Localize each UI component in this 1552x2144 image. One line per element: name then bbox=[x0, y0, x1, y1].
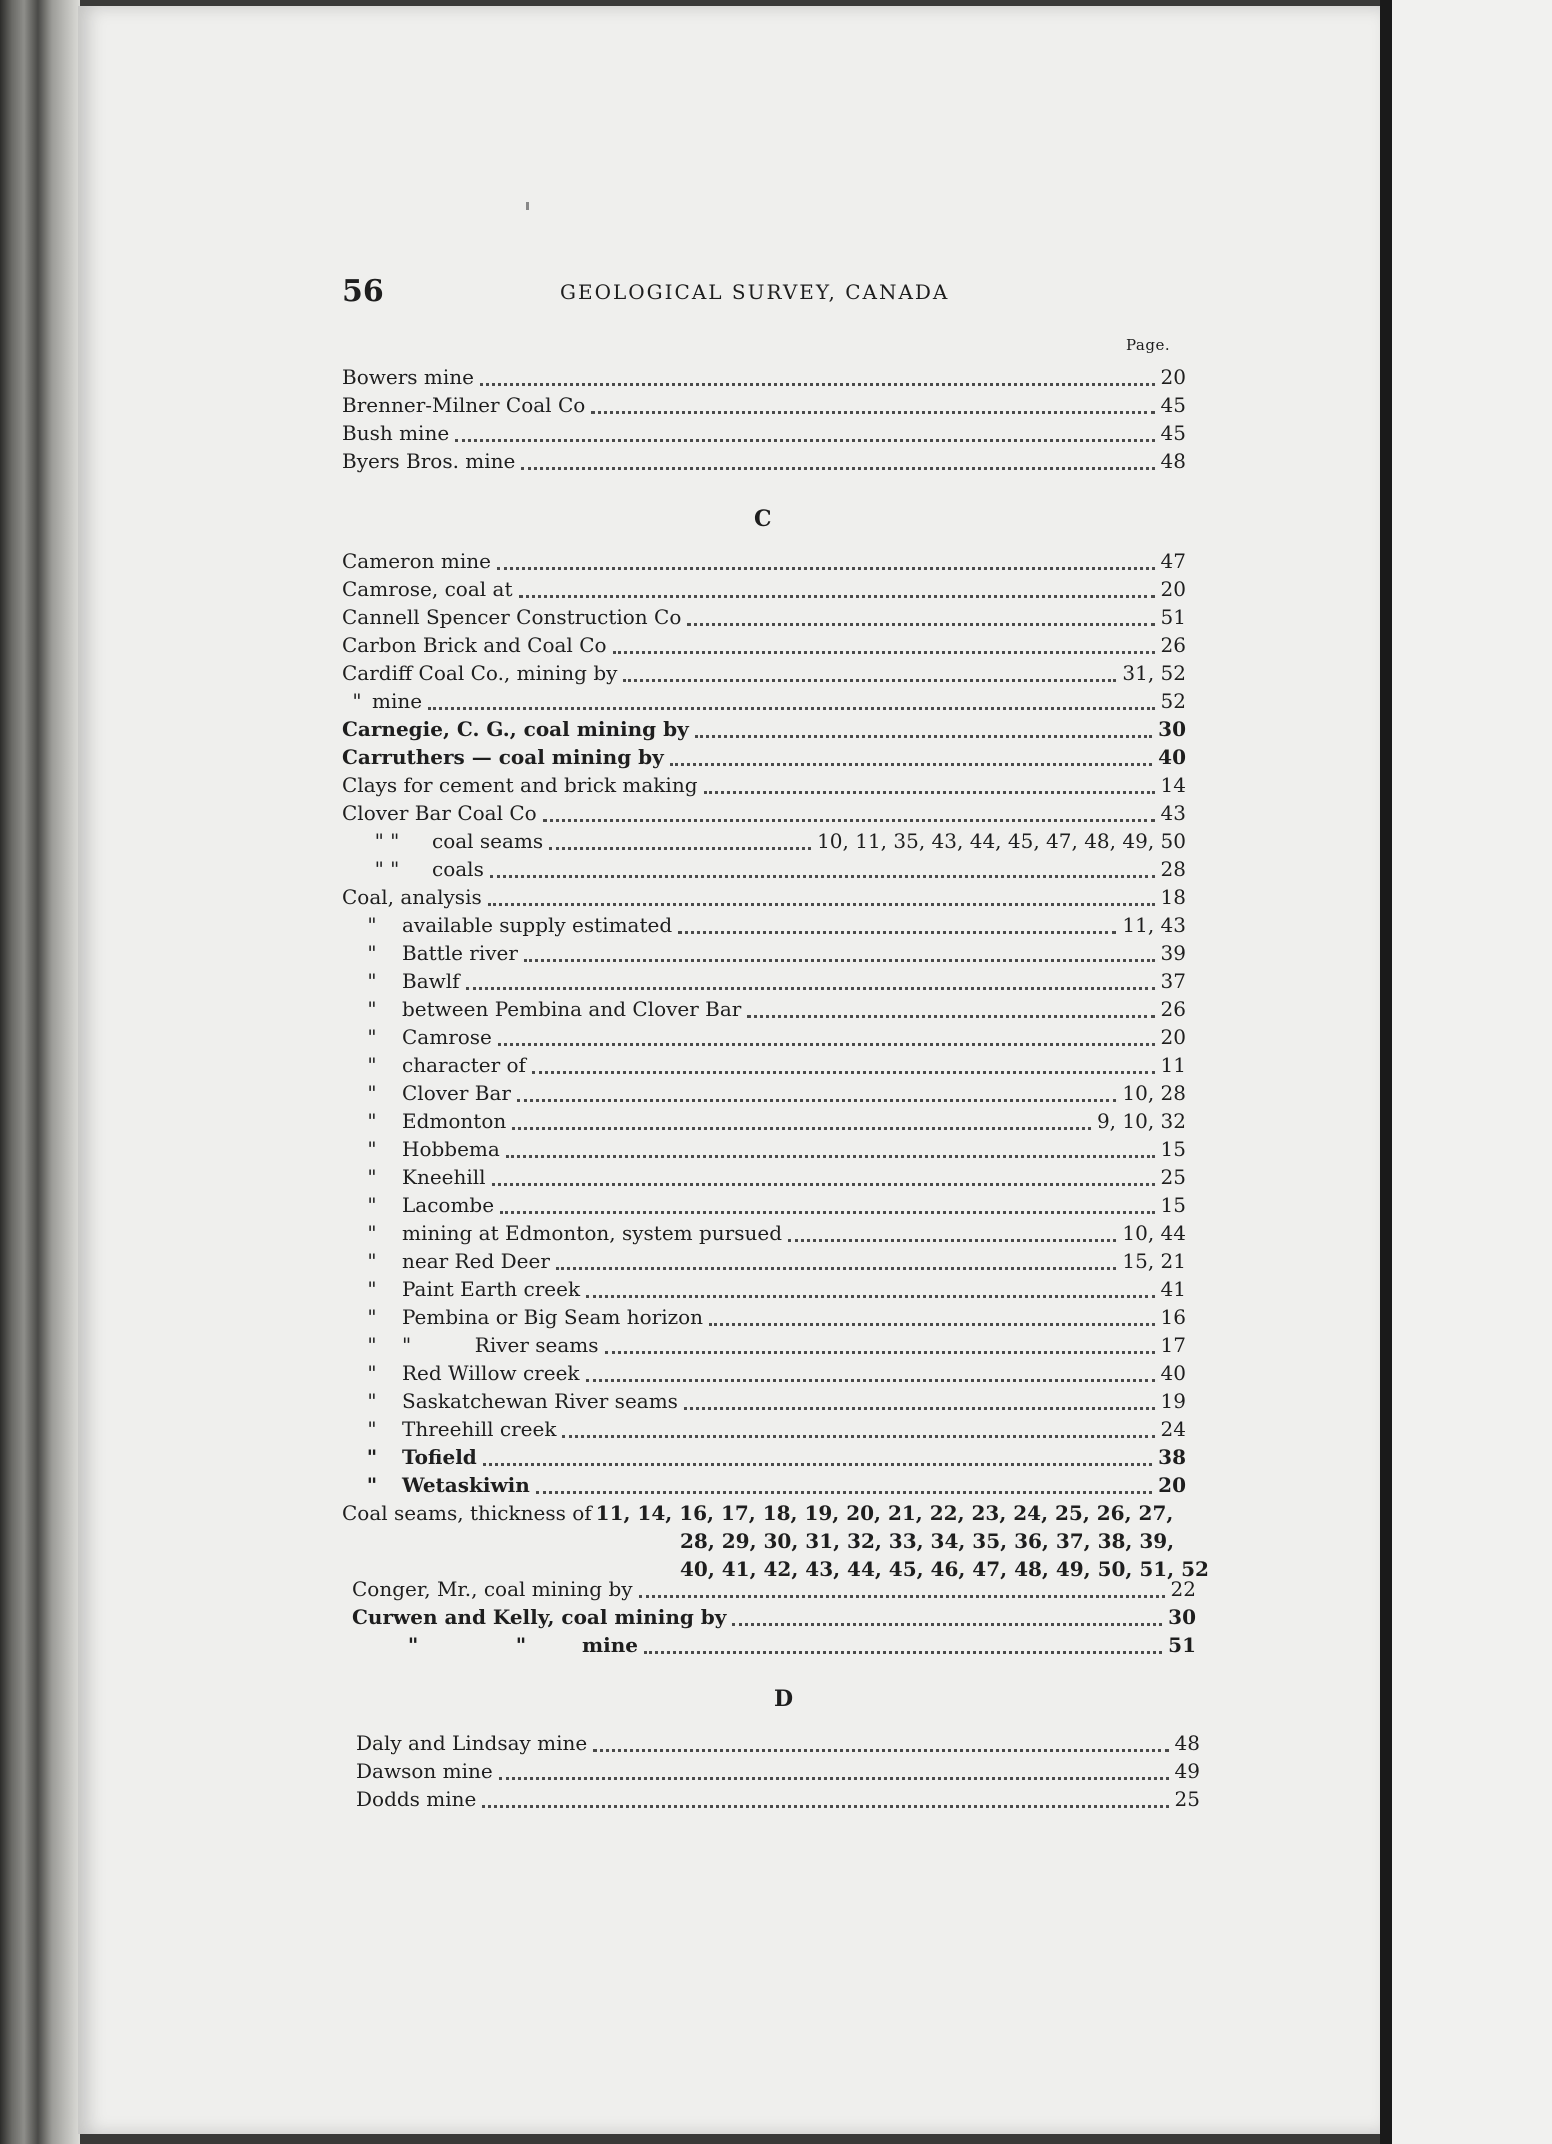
index-entry: " Bawlf 37 bbox=[367, 969, 1186, 993]
index-entry: " Pembina or Big Seam horizon 16 bbox=[367, 1305, 1186, 1329]
index-entry: Clover Bar Coal Co 43 bbox=[342, 801, 1186, 825]
page-refs-continuation: 40, 41, 42, 43, 44, 45, 46, 47, 48, 49, 50, 51, 52 bbox=[680, 1557, 1209, 1581]
index-entry: " Camrose 20 bbox=[367, 1025, 1186, 1049]
book-spine bbox=[0, 0, 80, 2144]
index-entry: Daly and Lindsay mine 48 bbox=[356, 1731, 1200, 1755]
facing-page-edge bbox=[1392, 0, 1552, 2144]
index-entry: Clays for cement and brick making 14 bbox=[342, 773, 1186, 797]
index-entry: Conger, Mr., coal mining by 22 bbox=[352, 1577, 1196, 1601]
index-entry: Coal seams, thickness of 11, 14, 16, 17, 18, 19, 20, 21, 22, 23, 24, 25, 26, 27, bbox=[342, 1501, 1174, 1525]
section-letter-c: C bbox=[754, 506, 772, 532]
running-title: GEOLOGICAL SURVEY, CANADA bbox=[560, 280, 950, 304]
index-entry: " Battle river 39 bbox=[367, 941, 1186, 965]
index-entry: " " coal seams 10, 11, 35, 43, 44, 45, 47, 48, 49, 50 bbox=[374, 829, 1186, 853]
index-entry: Cannell Spencer Construction Co 51 bbox=[342, 605, 1186, 629]
scan-mark bbox=[526, 202, 529, 210]
index-entry: " " River seams 17 bbox=[367, 1333, 1186, 1357]
index-entry: Carnegie, C. G., coal mining by 30 bbox=[342, 717, 1186, 741]
index-entry: " Kneehill 25 bbox=[367, 1165, 1186, 1189]
index-entry: " mine 52 bbox=[352, 689, 1186, 713]
index-entry: Cameron mine 47 bbox=[342, 549, 1186, 573]
page-number: 56 bbox=[342, 274, 384, 309]
index-entry: Dodds mine 25 bbox=[356, 1787, 1200, 1811]
index-entry: " Saskatchewan River seams 19 bbox=[367, 1389, 1186, 1413]
section-letter-d: D bbox=[774, 1686, 794, 1712]
index-entry: " Red Willow creek 40 bbox=[367, 1361, 1186, 1385]
index-entry: " near Red Deer 15, 21 bbox=[367, 1249, 1186, 1273]
index-entry: " between Pembina and Clover Bar 26 bbox=[367, 997, 1186, 1021]
index-entry: " mining at Edmonton, system pursued 10, 44 bbox=[367, 1221, 1186, 1245]
index-entry: " available supply estimated 11, 43 bbox=[367, 913, 1186, 937]
index-entry: " Wetaskiwin 20 bbox=[366, 1473, 1186, 1497]
index-entry: " " mine 51 bbox=[407, 1633, 1196, 1657]
index-entry: Coal, analysis 18 bbox=[342, 885, 1186, 909]
page-gutter bbox=[1380, 0, 1392, 2144]
index-entry: " Paint Earth creek 41 bbox=[367, 1277, 1186, 1301]
index-entry: " character of 11 bbox=[367, 1053, 1186, 1077]
index-entry: " Hobbema 15 bbox=[367, 1137, 1186, 1161]
page-refs-continuation: 28, 29, 30, 31, 32, 33, 34, 35, 36, 37, 38, 39, bbox=[680, 1529, 1175, 1553]
page-column-label: Page. bbox=[1126, 336, 1171, 354]
index-entry: Brenner-Milner Coal Co 45 bbox=[342, 393, 1186, 417]
index-entry: Cardiff Coal Co., mining by 31, 52 bbox=[342, 661, 1186, 685]
index-entry: " Lacombe 15 bbox=[367, 1193, 1186, 1217]
index-entry: Carbon Brick and Coal Co 26 bbox=[342, 633, 1186, 657]
index-entry: " Edmonton 9, 10, 32 bbox=[367, 1109, 1186, 1133]
index-entry: Carruthers — coal mining by 40 bbox=[342, 745, 1186, 769]
index-entry: " Threehill creek 24 bbox=[367, 1417, 1186, 1441]
index-entry: Bowers mine 20 bbox=[342, 365, 1186, 389]
index-entry: Curwen and Kelly, coal mining by 30 bbox=[352, 1605, 1196, 1629]
index-entry: Dawson mine 49 bbox=[356, 1759, 1200, 1783]
index-entry: Byers Bros. mine 48 bbox=[342, 449, 1186, 473]
index-entry: Camrose, coal at 20 bbox=[342, 577, 1186, 601]
index-entry: " Tofield 38 bbox=[366, 1445, 1186, 1469]
index-entry: " Clover Bar 10, 28 bbox=[367, 1081, 1186, 1105]
index-entry: " " coals 28 bbox=[374, 857, 1186, 881]
index-entry: Bush mine 45 bbox=[342, 421, 1186, 445]
